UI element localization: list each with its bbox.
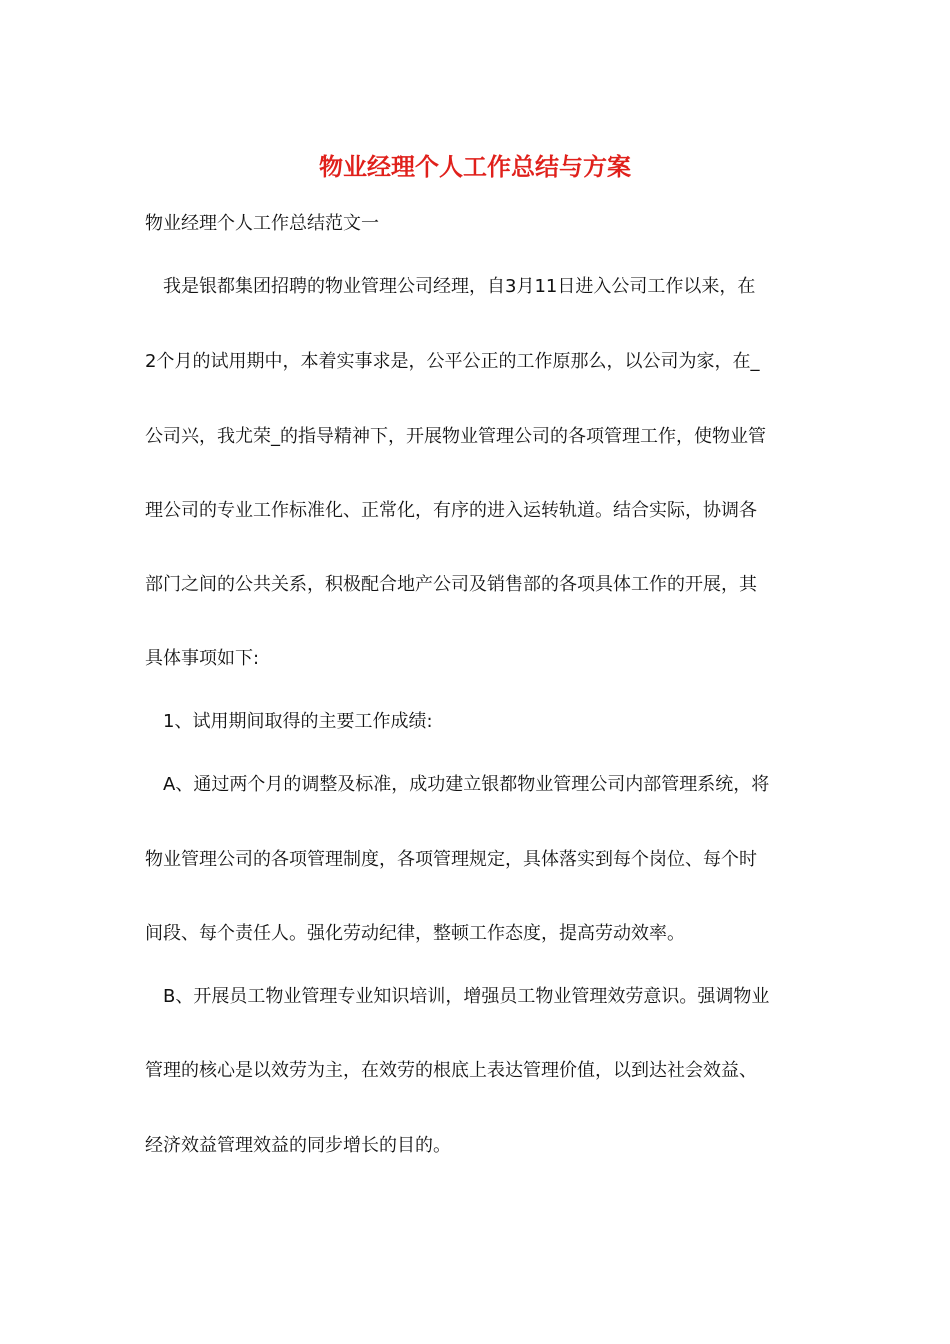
paragraph-line: 我是银都集团招聘的物业管理公司经理，自3月11日进入公司工作以来，在 — [163, 276, 756, 297]
paragraph-line: 管理的核心是以效劳为主，在效劳的根底上表达管理价值，以到达社会效益、 — [145, 1060, 757, 1081]
paragraph-line: A、通过两个月的调整及标准，成功建立银都物业管理公司内部管理系统，将 — [163, 774, 770, 795]
document-title: 物业经理个人工作总结与方案 — [319, 152, 631, 181]
paragraph-line: B、开展员工物业管理专业知识培训，增强员工物业管理效劳意识。强调物业 — [163, 986, 770, 1007]
section-heading: 物业经理个人工作总结范文一 — [145, 213, 379, 234]
paragraph-line: 公司兴，我尤荣_的指导精神下，开展物业管理公司的各项管理工作，使物业管 — [145, 426, 766, 447]
list-item-heading: 1、试用期间取得的主要工作成绩: — [163, 711, 433, 732]
paragraph-line: 2个月的试用期中，本着实事求是，公平公正的工作原那么，以公司为家，在_ — [145, 351, 760, 372]
paragraph-line: 物业管理公司的各项管理制度，各项管理规定，具体落实到每个岗位、每个时 — [145, 849, 757, 870]
paragraph-line: 理公司的专业工作标准化、正常化，有序的进入运转轨道。结合实际，协调各 — [145, 500, 757, 521]
paragraph-line: 间段、每个责任人。强化劳动纪律，整顿工作态度，提高劳动效率。 — [145, 923, 685, 944]
paragraph-line: 具体事项如下: — [145, 648, 260, 669]
paragraph-line: 经济效益管理效益的同步增长的目的。 — [145, 1135, 451, 1156]
paragraph-line: 部门之间的公共关系，积极配合地产公司及销售部的各项具体工作的开展，其 — [145, 574, 757, 595]
